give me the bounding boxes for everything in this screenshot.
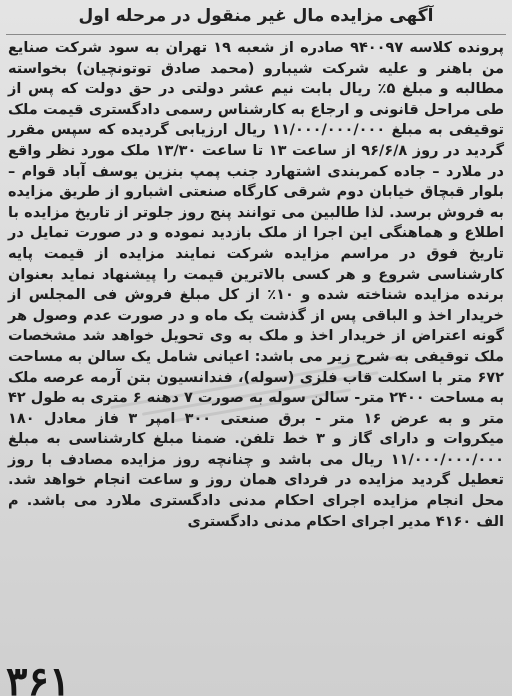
notice-body: پرونده کلاسه ۹۴۰۰۹۷ صادره از شعبه ۱۹ تهران به سود شرکت صنایع من باهنر و علیه شرکت شیبارو (محمد صادق توتونچیان) بخواسته مطالبه و مبلغ ۵٪ ریال بابت نیم عشر دولتی در حق دولت که پس از طی مراحل قانونی و ارجاع به کارشناس رسمی دادگستری قیمت ملک توقیفی به مبلغ ۱۱/۰۰۰/۰۰۰/۰۰۰ ریال ارزیابی گردیده که سپس مقرر گردید در روز ۹۶/۶/۸ از ساعت ۱۳ تا ساعت ۱۳/۳۰ ملک مورد نظر واقع در ملارد – جاده کمربندی اشتهارد جنب پمپ بنزین یوسف آباد قوام – بلوار قبچاق خیابان دوم شرقی کارگاه صنعتی اشبارو از طریق مزایده به فروش برسد. لذا طالبین می توانند پنج روز جلوتر از تاریخ مزایده با اطلاع و هماهنگی این اجرا از ملک بازدید نموده و در صورت تمایل در تاریخ فوق در مراسم مزایده شرکت نمایند مزایده از قیمت پایه کارشناسی شروع و هر کسی بالاترین قیمت را پیشنهاد نماید بعنوان برنده مزایده شناخته شده و ۱۰٪ از کل مبلغ فروش فی المجلس از خریدار اخذ و الباقی پس از گذشت یک ماه و در صورت عدم وصول هر گونه اعتراض از خریدار اخذ و ملک به وی تحویل خواهد شد مشخصات ملک توقیفی به شرح زیر می باشد: اعیانی شامل یک سالن به مساحت ۶۷۲ متر با اسکلت قاب فلزی (سوله)، فندانسیون بتن آرمه عرصه ملک به مساحت ۲۴۰۰ متر- سالن سوله به صورت ۷ دهنه ۶ متری به طول ۴۲ متر و به عرض ۱۶ متر - برق صنعتی ۳۰۰ امپر ۳ فاز معادل ۱۸۰ میکروات و دارای گاز و ۳ خط تلفن. ضمنا مبلغ کارشناسی به مبلغ ۱۱/۰۰۰/۰۰۰/۰۰۰ ریال می باشد و چنانچه روز مزایده مصادف با روز تعطیل گردید مزایده در فردای همان روز و ساعت انجام خواهد شد. محل انجام مزایده اجرای احکام مدنی دادگستری ملارد می باشد. م الف ۴۱۶۰ مدیر اجرای احکام مدنی دادگستری [8,40,505,530]
notice-headline: آگهی مزایده مال غیر منقول در مرحله اول [78,6,434,26]
page-number-stamp: ۳۶۱ [6,658,71,696]
headline-divider [6,34,506,35]
